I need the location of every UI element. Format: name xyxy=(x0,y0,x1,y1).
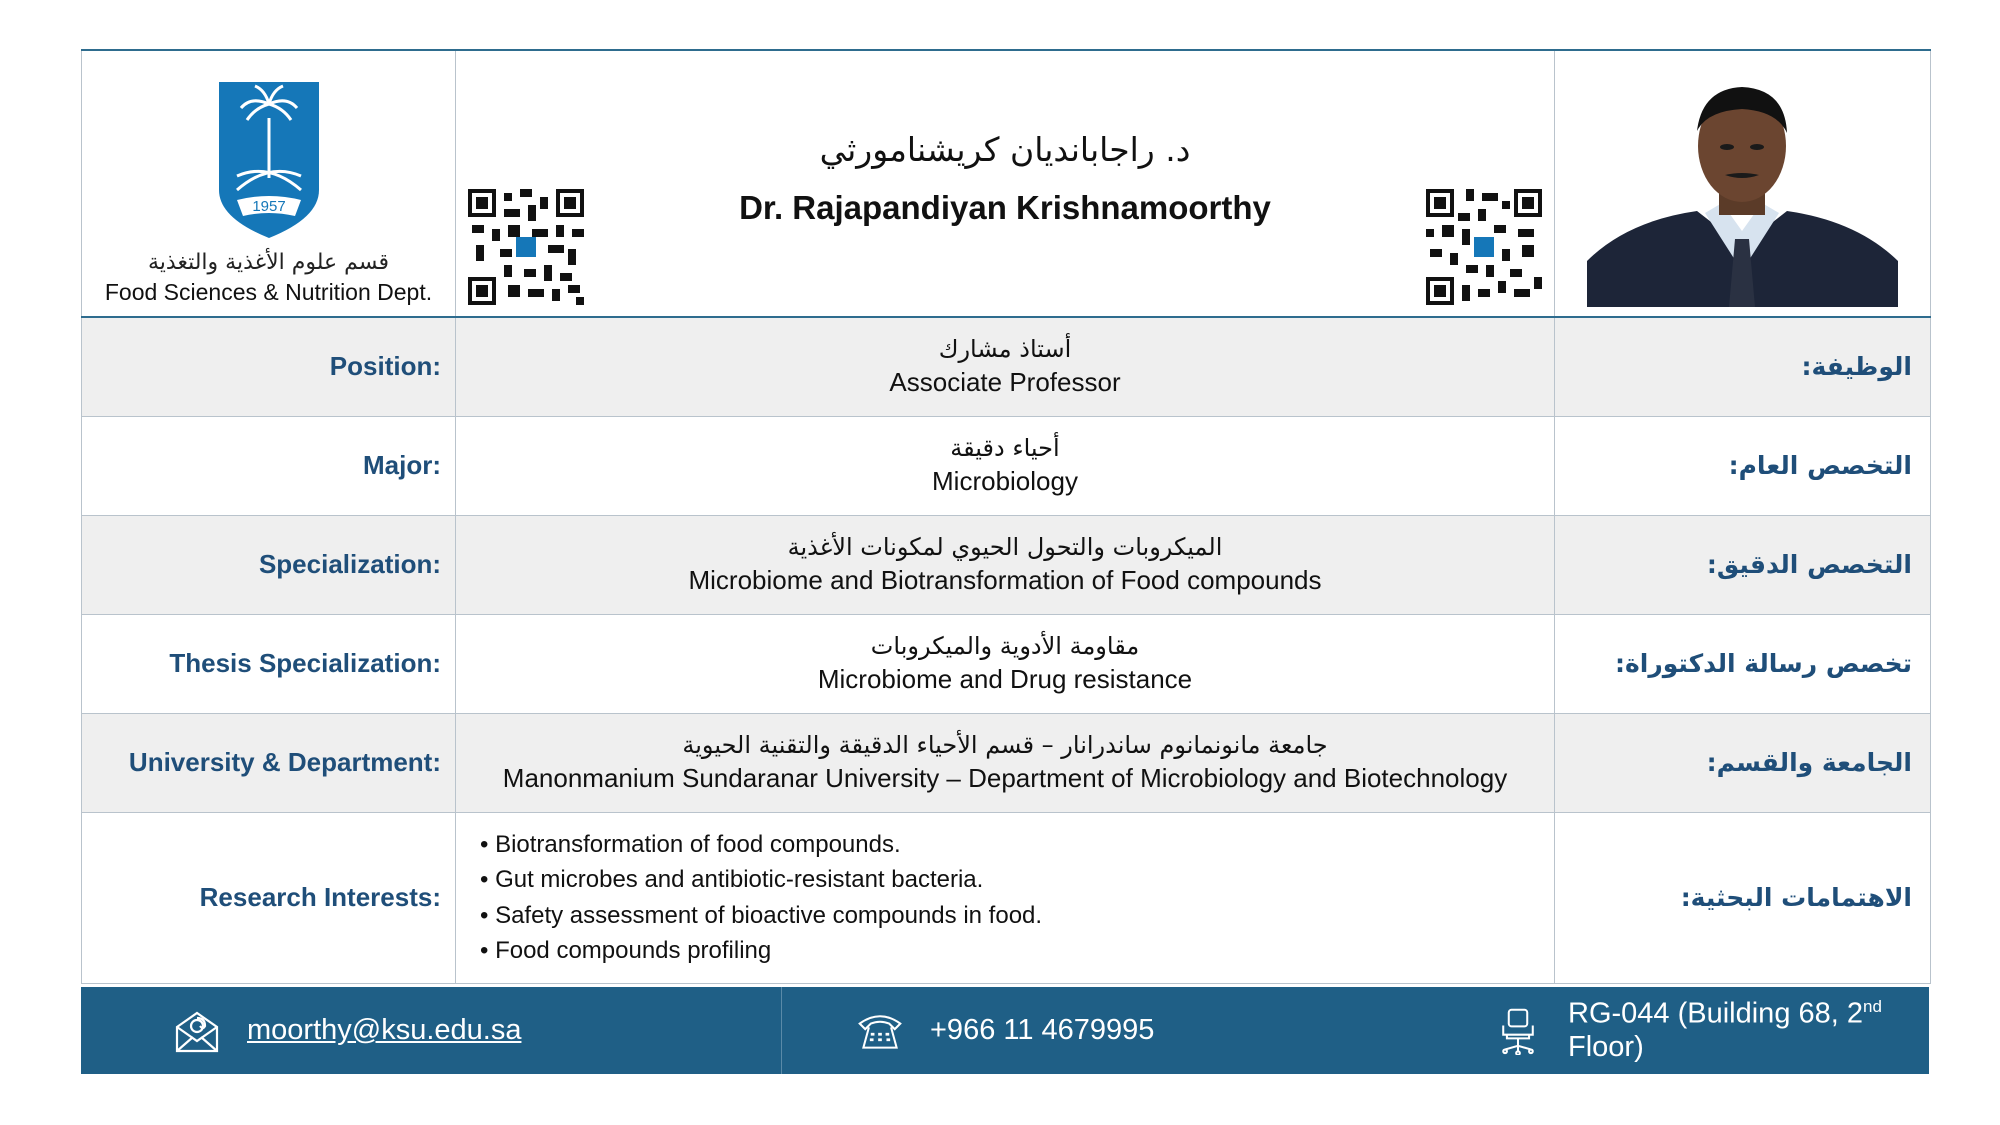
telephone-icon xyxy=(856,1007,904,1055)
list-item: • Biotransformation of food compounds. xyxy=(480,827,1554,862)
qr-code-icon[interactable] xyxy=(1426,189,1542,305)
value-specialization-en: Microbiome and Biotransformation of Food compounds xyxy=(688,565,1322,596)
label-university: University & Department: xyxy=(82,713,456,812)
label-position-ar: الوظيفة: xyxy=(1555,317,1931,416)
qr-code-icon[interactable] xyxy=(468,189,584,305)
logo-cell xyxy=(82,50,456,317)
value-major xyxy=(456,416,1555,515)
footer-phone-section xyxy=(782,987,1458,1074)
profile-table xyxy=(81,49,1931,984)
value-position-ar: أستاذ مشارك xyxy=(938,334,1072,363)
value-university-ar: جامعة مانونمانوم ساندرانار – قسم الأحياء الدقيقة والتقنية الحيوية xyxy=(682,730,1328,759)
value-thesis-en: Microbiome and Drug resistance xyxy=(817,664,1193,695)
label-research-ar: الاهتمامات البحثية: xyxy=(1555,812,1931,983)
label-major-ar: التخصص العام: xyxy=(1555,416,1931,515)
label-research: Research Interests: xyxy=(82,812,456,983)
value-university-en: Manonmanium Sundaranar University – Department of Microbiology and Biotechnology xyxy=(502,763,1508,794)
value-university xyxy=(456,713,1555,812)
office-chair-icon xyxy=(1494,1007,1542,1055)
value-major-en: Microbiology xyxy=(932,466,1078,497)
research-list xyxy=(456,827,1554,968)
contact-footer xyxy=(81,987,1929,1074)
list-item: • Food compounds profiling xyxy=(480,933,1554,968)
footer-office-section xyxy=(1458,987,1929,1074)
footer-email-section xyxy=(81,987,782,1074)
value-specialization-ar: الميكروبات والتحول الحيوي لمكونات الأغذية xyxy=(787,532,1223,561)
row-university xyxy=(82,713,1931,812)
dept-name-english: Food Sciences & Nutrition Dept. xyxy=(104,278,433,305)
row-position xyxy=(82,317,1931,416)
phone-number[interactable]: +966 11 4679995 xyxy=(930,1014,1155,1046)
row-research xyxy=(82,812,1931,983)
value-position xyxy=(456,317,1555,416)
profile-card xyxy=(81,49,1929,1074)
value-thesis xyxy=(456,614,1555,713)
list-item: • Safety assessment of bioactive compounds in food. xyxy=(480,898,1554,933)
value-position-en: Associate Professor xyxy=(889,367,1121,398)
dept-name-arabic: قسم علوم الأغذية والتغذية xyxy=(148,249,389,275)
svg-text:1957: 1957 xyxy=(251,197,286,215)
label-position: Position: xyxy=(82,317,456,416)
name-cell xyxy=(456,50,1555,317)
name-english: Dr. Rajapandiyan Krishnamoorthy xyxy=(739,189,1271,226)
label-thesis: Thesis Specialization: xyxy=(82,614,456,713)
name-arabic: د. راجاباندیان کریشنامورثي xyxy=(819,130,1191,169)
profile-photo xyxy=(1587,71,1898,307)
label-specialization-ar: التخصص الدقيق: xyxy=(1555,515,1931,614)
list-item: • Gut microbes and antibiotic-resistant bacteria. xyxy=(480,862,1554,897)
row-thesis xyxy=(82,614,1931,713)
email-icon xyxy=(173,1007,221,1055)
value-thesis-ar: مقاومة الأدوية والميكروبات xyxy=(870,631,1140,660)
photo-cell xyxy=(1555,50,1931,317)
value-research xyxy=(456,812,1555,983)
label-specialization: Specialization: xyxy=(82,515,456,614)
value-major-ar: أحياء دقيقة xyxy=(950,433,1060,462)
row-specialization xyxy=(82,515,1931,614)
value-specialization xyxy=(456,515,1555,614)
label-thesis-ar: تخصص رسالة الدكتوراة: xyxy=(1555,614,1931,713)
label-university-ar: الجامعة والقسم: xyxy=(1555,713,1931,812)
email-link[interactable]: moorthy@ksu.edu.sa xyxy=(247,1014,522,1046)
header-row xyxy=(82,50,1931,317)
ksu-logo-icon xyxy=(215,78,323,240)
label-major: Major: xyxy=(82,416,456,515)
office-location: RG-044 (Building 68, 2nd Floor) xyxy=(1568,997,1882,1063)
row-major xyxy=(82,416,1931,515)
